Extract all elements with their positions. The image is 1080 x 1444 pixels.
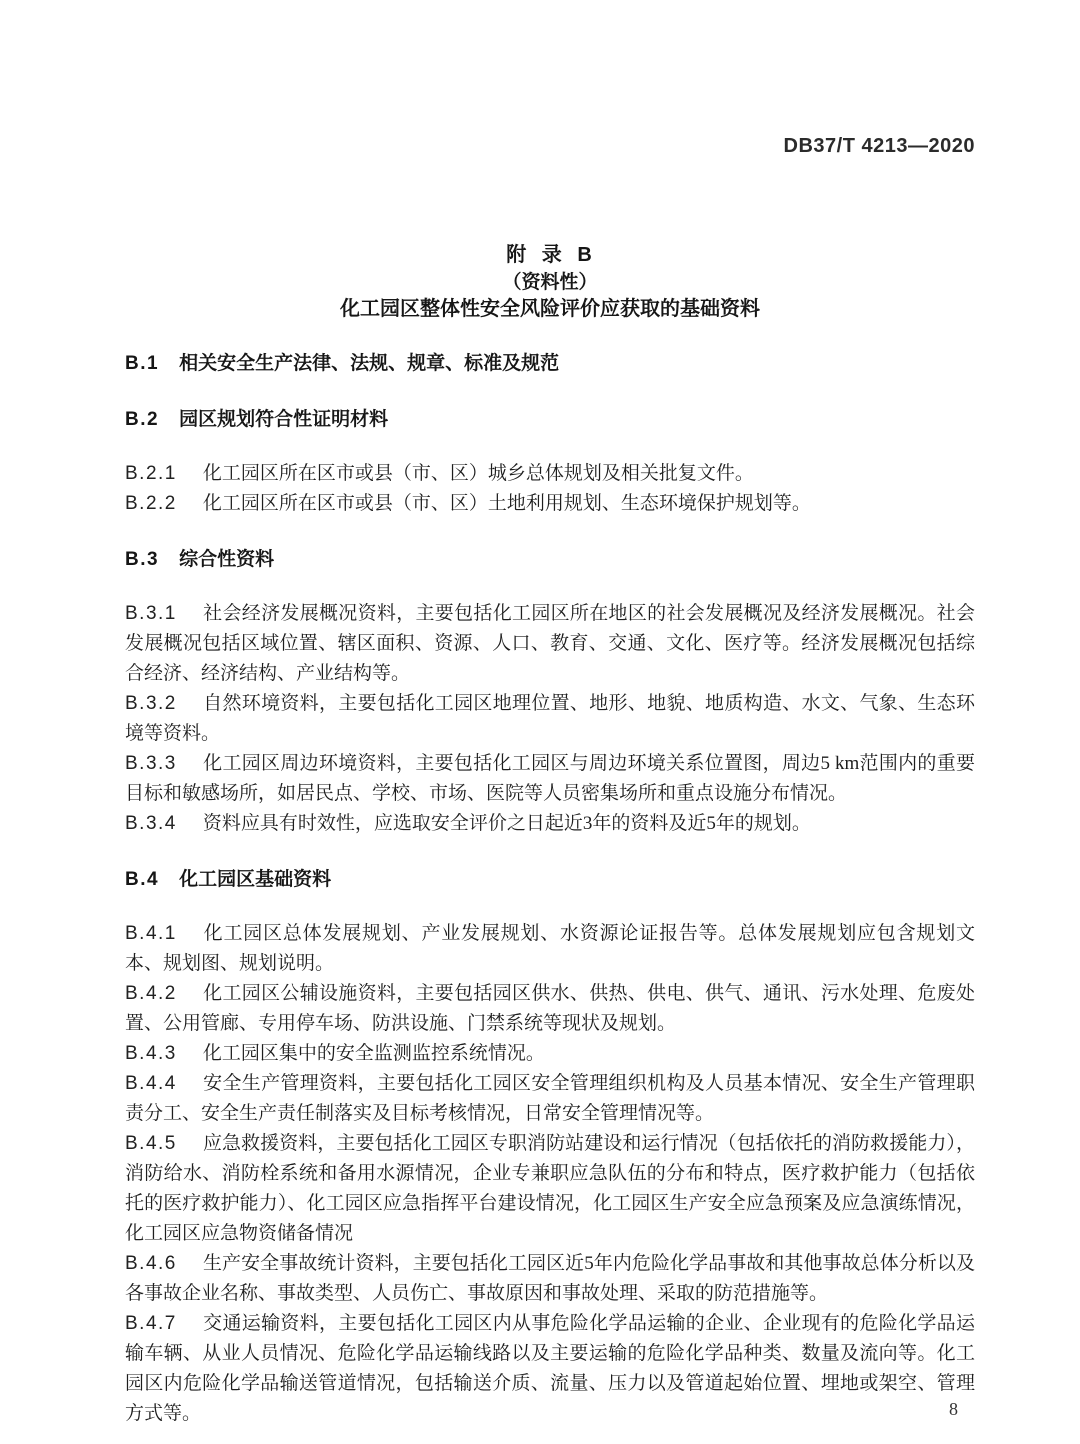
- clause-text: 社会经济发展概况资料，主要包括化工园区所在地区的社会发展概况及经济发展概况。社会发展概况包括区域位置、辖区面积、资源、人口、教育、交通、文化、医疗等。经济发展概况包括综合经济、经济结构、产业结构等。: [125, 603, 975, 684]
- appendix-title: 化工园区整体性安全风险评价应获取的基础资料: [340, 298, 760, 320]
- page-number: 8: [949, 1399, 958, 1419]
- clause-b3-3: [125, 749, 975, 809]
- appendix-header: [125, 242, 975, 323]
- clause-number: B.4.4: [125, 1073, 177, 1094]
- section-number: B.3: [125, 549, 160, 570]
- clause-number: B.4.3: [125, 1043, 177, 1064]
- clause-b4-4: [125, 1069, 975, 1129]
- clause-text: 化工园区周边环境资料，主要包括化工园区与周边环境关系位置图，周边5 km范围内的重要目标和敏感场所，如居民点、学校、市场、医院等人员密集场所和重点设施分布情况。: [125, 753, 975, 804]
- section-number: B.2: [125, 409, 160, 430]
- clause-number: B.3.2: [125, 693, 177, 714]
- clause-b4-2: [125, 979, 975, 1039]
- clause-text: 自然环境资料，主要包括化工园区地理位置、地形、地貌、地质构造、水文、气象、生态环境等资料。: [125, 693, 975, 744]
- section-heading-b2: [125, 405, 975, 435]
- clause-number: B.4.5: [125, 1133, 177, 1154]
- clause-number: B.2.1: [125, 463, 177, 484]
- clause-b4-1: [125, 919, 975, 979]
- clause-text: 交通运输资料，主要包括化工园区内从事危险化学品运输的企业、企业现有的危险化学品运输车辆、从业人员情况、危险化学品运输线路以及主要运输的危险化学品种类、数量及流向等。化工园区内危险化学品输送管道情况，包括输送介质、流量、压力以及管道起始位置、埋地或架空、管理方式等。: [125, 1313, 975, 1424]
- clause-text: 化工园区公辅设施资料，主要包括园区供水、供热、供电、供气、通讯、污水处理、危废处置、公用管廊、专用停车场、防洪设施、门禁系统等现状及规划。: [125, 983, 975, 1034]
- clause-number: B.2.2: [125, 493, 177, 514]
- section-title: 综合性资料: [179, 549, 275, 570]
- appendix-classification: （资料性）: [502, 272, 598, 293]
- clause-text: 生产安全事故统计资料，主要包括化工园区近5年内危险化学品事故和其他事故总体分析以及各事故企业名称、事故类型、人员伤亡、事故原因和事故处理、采取的防范措施等。: [125, 1253, 975, 1304]
- section-heading-b3: [125, 545, 975, 575]
- clause-b3-4: [125, 809, 975, 839]
- section-number: B.4: [125, 869, 160, 890]
- section-heading-b1: [125, 349, 975, 379]
- clause-b4-5: [125, 1129, 975, 1249]
- clause-number: B.4.6: [125, 1253, 177, 1274]
- section-number: B.1: [125, 353, 160, 374]
- clause-text: 化工园区所在区市或县（市、区）城乡总体规划及相关批复文件。: [202, 463, 754, 484]
- page-content: [125, 0, 975, 1429]
- clause-text: 化工园区集中的安全监测监控系统情况。: [202, 1043, 545, 1064]
- section-title: 相关安全生产法律、法规、规章、标准及规范: [179, 353, 560, 374]
- clause-text: 化工园区所在区市或县（市、区）土地利用规划、生态环境保护规划等。: [202, 493, 811, 514]
- clause-b4-3: [125, 1039, 975, 1069]
- appendix-label: 附 录 B: [506, 244, 594, 266]
- clause-number: B.4.1: [125, 923, 177, 944]
- clause-b2-1: [125, 459, 975, 489]
- clause-text: 应急救援资料，主要包括化工园区专职消防站建设和运行情况（包括依托的消防救援能力），消防给水、消防栓系统和备用水源情况，企业专兼职应急队伍的分布和特点，医疗救护能力（包括依托的医疗救护能力）、化工园区应急指挥平台建设情况，化工园区生产安全应急预案及应急演练情况，化工园区应急物资储备情况: [125, 1133, 975, 1244]
- section-title: 化工园区基础资料: [179, 869, 332, 890]
- clause-b4-6: [125, 1249, 975, 1309]
- clause-text: 资料应具有时效性，应选取安全评价之日起近3年的资料及近5年的规划。: [202, 813, 811, 834]
- clause-b3-2: [125, 689, 975, 749]
- clause-number: B.3.3: [125, 753, 177, 774]
- section-heading-b4: [125, 865, 975, 895]
- clause-number: B.4.2: [125, 983, 177, 1004]
- clause-b3-1: [125, 599, 975, 689]
- section-title: 园区规划符合性证明材料: [179, 409, 389, 430]
- clause-number: B.3.1: [125, 603, 177, 624]
- clause-b2-2: [125, 489, 975, 519]
- clause-text: 化工园区总体发展规划、产业发展规划、水资源论证报告等。总体发展规划应包含规划文本、规划图、规划说明。: [125, 923, 975, 974]
- clause-number: B.4.7: [125, 1313, 177, 1334]
- clause-b4-7: [125, 1309, 975, 1429]
- standard-number: DB37/T 4213—2020: [783, 135, 975, 157]
- clause-number: B.3.4: [125, 813, 177, 834]
- clause-text: 安全生产管理资料，主要包括化工园区安全管理组织机构及人员基本情况、安全生产管理职责分工、安全生产责任制落实及目标考核情况，日常安全管理情况等。: [125, 1073, 975, 1124]
